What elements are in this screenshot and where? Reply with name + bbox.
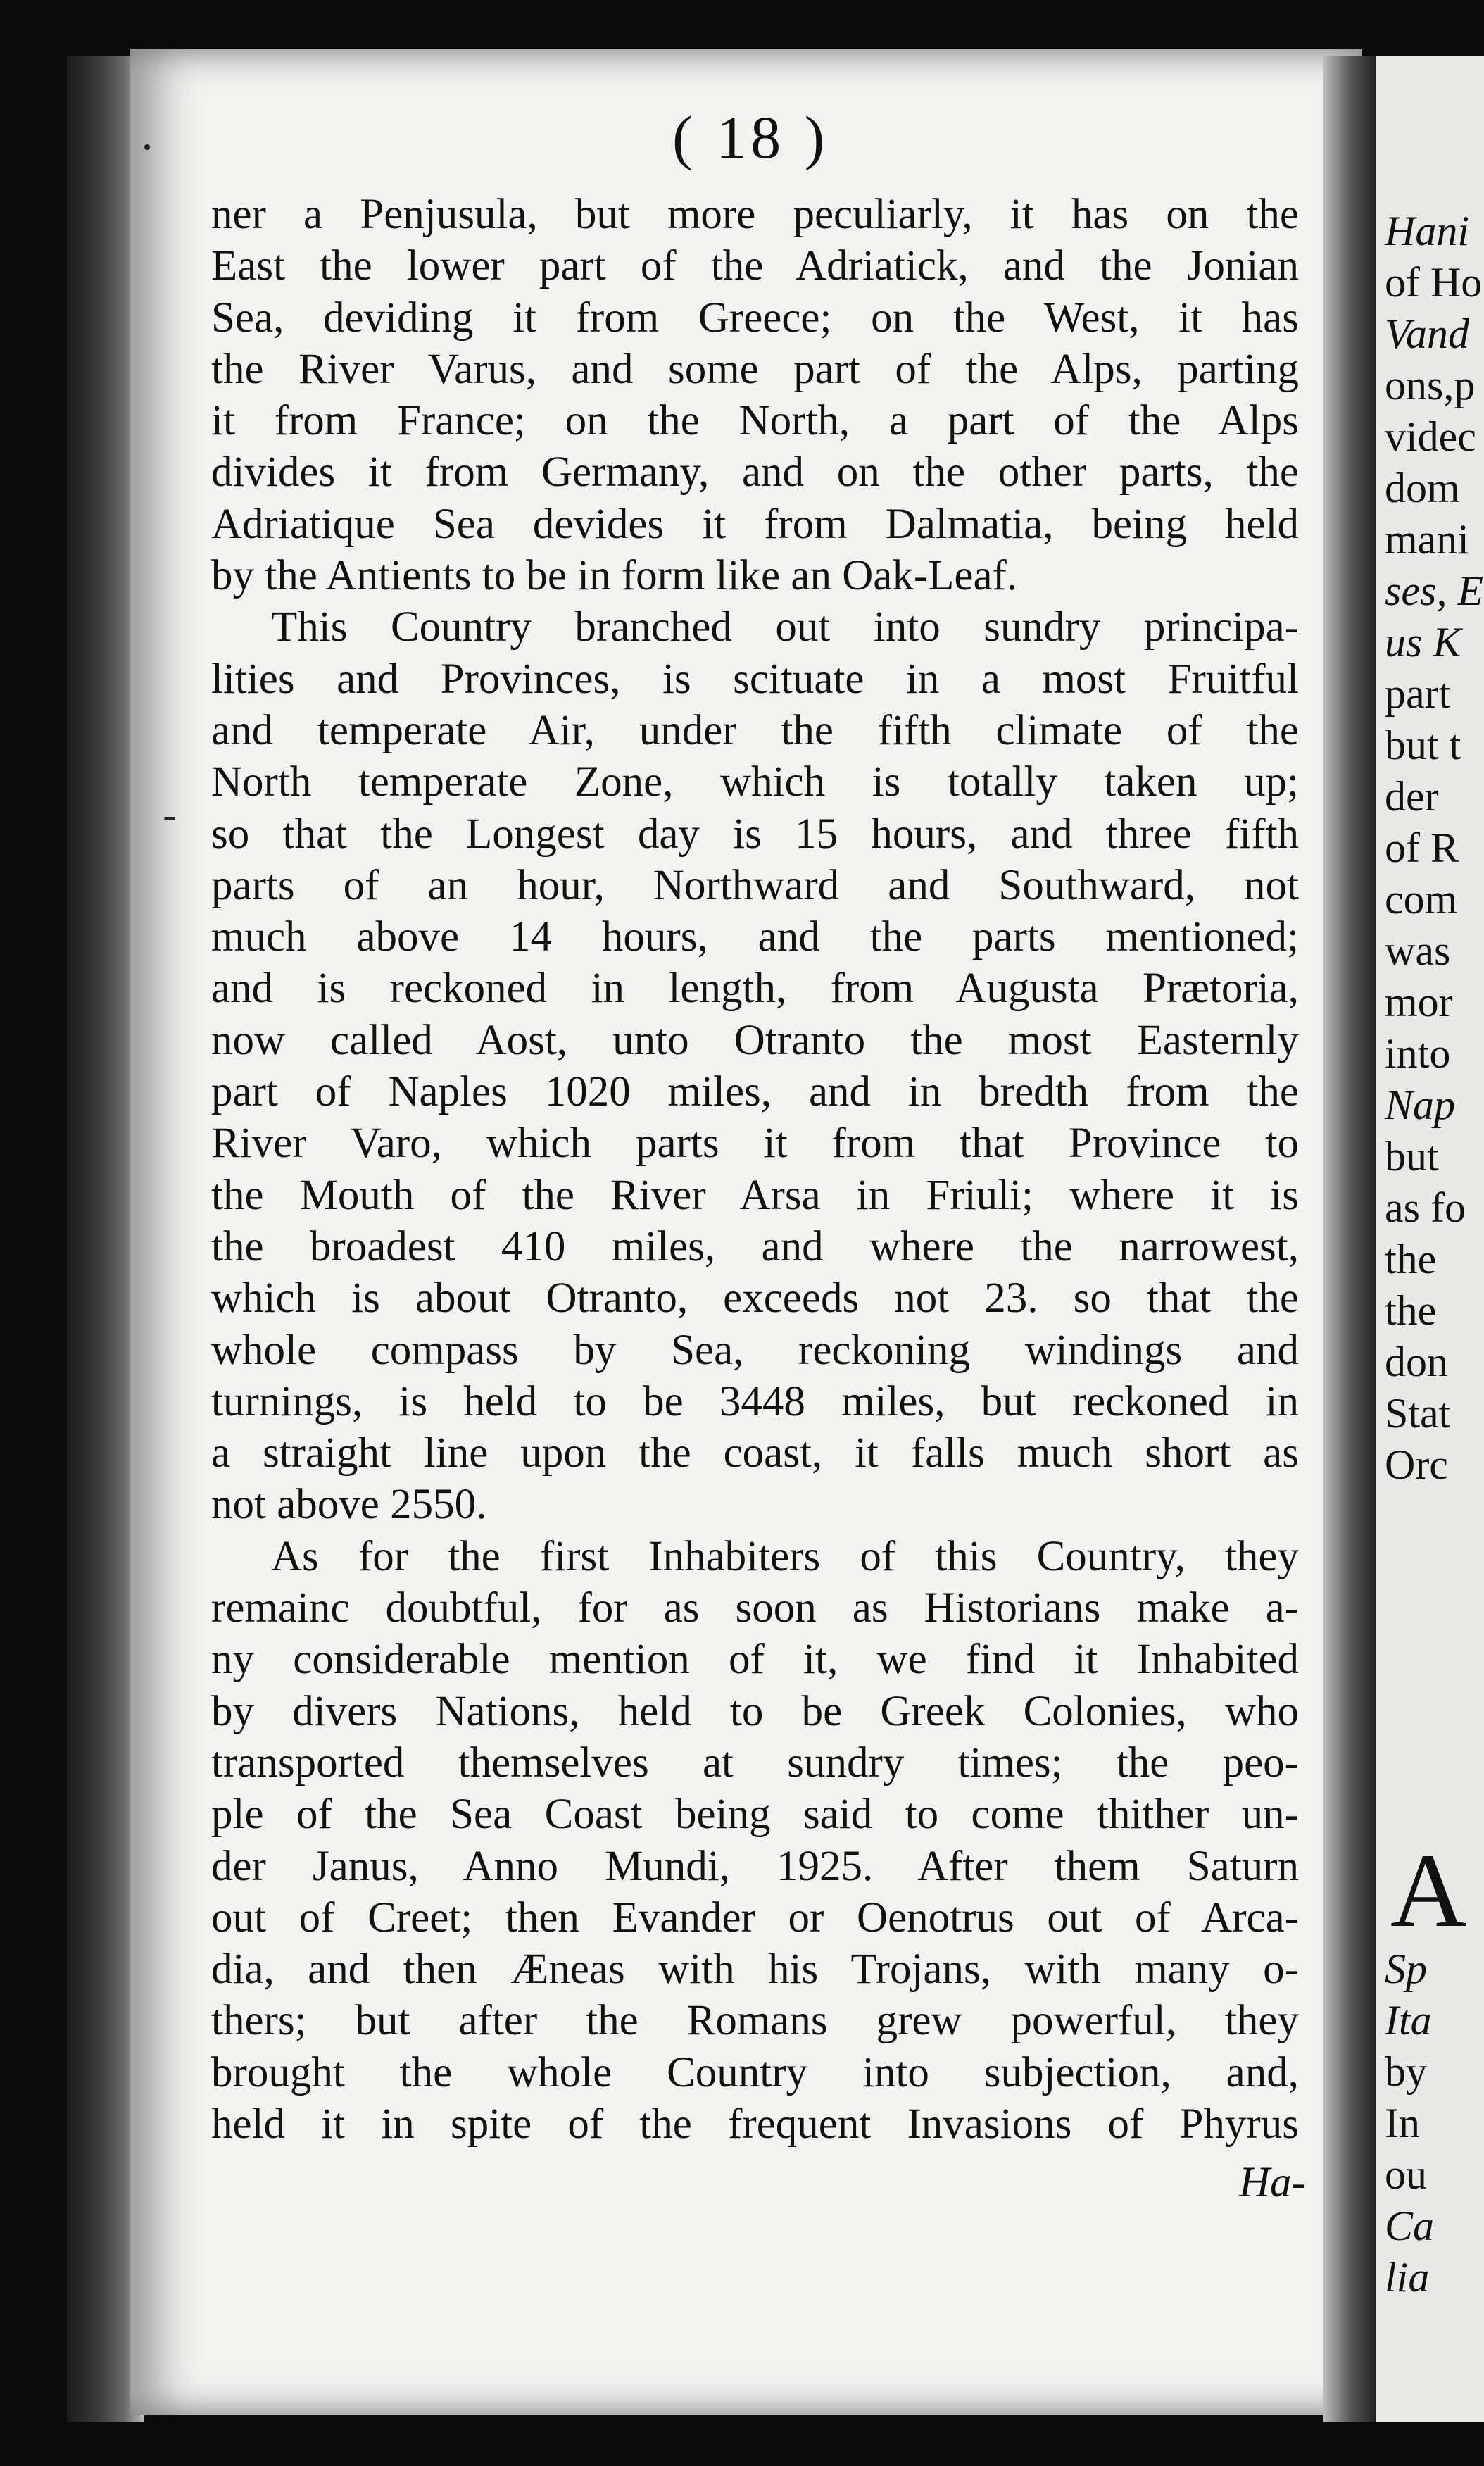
text-line: parts of an hour, Northward and Southward, not — [211, 861, 1299, 909]
facing-page-line: of Ho — [1385, 259, 1483, 306]
text-line: Sea, deviding it from Greece; on the West, it has — [211, 294, 1299, 342]
facing-page-line: dom — [1385, 465, 1460, 511]
facing-page-line: into — [1385, 1030, 1451, 1077]
facing-page-line: mor — [1385, 979, 1453, 1025]
facing-page-line: mani — [1385, 516, 1469, 563]
text-line: part of Naples 1020 miles, and in bredth from the — [211, 1068, 1299, 1116]
facing-page-line: Vand — [1385, 311, 1469, 357]
facing-page-line: the — [1385, 1236, 1437, 1282]
text-line: and temperate Air, under the fifth climate of the — [211, 706, 1299, 754]
text-line: so that the Longest day is 15 hours, and three fifth — [211, 810, 1299, 858]
text-line: remainc doubtful, for as soon as Historians make a- — [211, 1584, 1299, 1632]
text-line: This Country branched out into sundry principa- — [271, 603, 1299, 651]
facing-page-line: us K — [1385, 619, 1461, 665]
text-line: East the lower part of the Adriatick, and the Jonian — [211, 242, 1299, 290]
facing-page-line: der — [1385, 773, 1439, 820]
text-line: out of Creet; then Evander or Oenotrus out of Arca- — [211, 1894, 1299, 1941]
text-line: brought the whole Country into subjection, and, — [211, 2048, 1299, 2096]
text-line: ple of the Sea Coast being said to come thither un- — [211, 1791, 1299, 1839]
text-line: Adriatique Sea devides it from Dalmatia, being held — [211, 500, 1299, 548]
text-line: by divers Nations, held to be Greek Colonies, who — [211, 1687, 1299, 1735]
facing-page-line: as fo — [1385, 1184, 1466, 1231]
text-line: and is reckoned in length, from Augusta Prætoria, — [211, 965, 1299, 1013]
text-line: the broadest 410 miles, and where the narrowest, — [211, 1222, 1299, 1270]
text-line: the Mouth of the River Arsa in Friuli; where it is — [211, 1171, 1299, 1219]
facing-page-line: was — [1385, 927, 1451, 974]
ink-speck — [164, 817, 175, 820]
text-line: divides it from Germany, and on the other parts, the — [211, 449, 1299, 496]
page-number: ( 18 ) — [672, 104, 829, 171]
text-line: much above 14 hours, and the parts mentioned; — [211, 913, 1299, 961]
text-line: thers; but after the Romans grew powerful, they — [211, 1997, 1299, 2045]
facing-page-line: by — [1385, 2048, 1427, 2095]
text-line: not above 2550. — [211, 1481, 487, 1529]
text-line: lities and Provinces, is scituate in a most Fruitful — [211, 655, 1299, 703]
text-line: by the Antients to be in form like an Oak-Leaf. — [211, 552, 1018, 600]
text-line: North temperate Zone, which is totally taken up; — [211, 758, 1299, 806]
facing-page-line: ses, E — [1385, 568, 1483, 614]
facing-page-line: ons,p — [1385, 362, 1476, 408]
facing-page-line: the — [1385, 1287, 1437, 1334]
text-line: River Varo, which parts it from that Province to — [211, 1120, 1299, 1168]
facing-page-line: of R — [1385, 825, 1459, 871]
page-body-text — [211, 189, 1299, 2150]
facing-page-line: Nap — [1385, 1082, 1456, 1128]
text-line: ner a Penjusula, but more peculiarly, it has on the — [211, 191, 1299, 238]
facing-page-line: ou — [1385, 2151, 1427, 2198]
facing-page-upper-text — [1376, 206, 1483, 1491]
text-line: turnings, is held to be 3448 miles, but reckoned in — [211, 1377, 1299, 1425]
facing-page-line: but — [1385, 1133, 1439, 1179]
facing-page-line: part — [1385, 670, 1451, 717]
catchword: Ha- — [1239, 2159, 1306, 2206]
center-binding-shadow — [1323, 56, 1380, 2422]
facing-drop-initial: A — [1390, 1832, 1467, 1949]
facing-page-lower-text — [1376, 1832, 1467, 2303]
text-line: which is about Otranto, exceeds not 23. so that the — [211, 1275, 1299, 1322]
text-line: held it in spite of the frequent Invasions of Phyrus — [211, 2100, 1299, 2148]
facing-page-line: Ita — [1385, 1997, 1432, 2043]
facing-page-line: Sp — [1385, 1946, 1427, 1992]
text-line: transported themselves at sundry times; the peo- — [211, 1739, 1299, 1786]
facing-page-line: Ca — [1385, 2203, 1435, 2249]
text-line: dia, and then Æneas with his Trojans, with many o- — [211, 1946, 1299, 1994]
facing-page-line: but t — [1385, 722, 1461, 768]
text-line: it from France; on the North, a part of the Alps — [211, 397, 1299, 445]
facing-page-line: Stat — [1385, 1390, 1451, 1437]
facing-page-line: videc — [1385, 413, 1476, 460]
text-line: the River Varus, and some part of the Alps, parting — [211, 345, 1299, 393]
text-line: a straight line upon the coast, it falls much short as — [211, 1429, 1299, 1477]
text-line: As for the first Inhabiters of this Country, they — [271, 1532, 1299, 1580]
text-line: ny considerable mention of it, we find it Inhabited — [211, 1636, 1299, 1684]
ink-speck — [144, 144, 150, 150]
text-line: der Janus, Anno Mundi, 1925. After them Saturn — [211, 1842, 1299, 1890]
facing-page-line: com — [1385, 876, 1458, 922]
text-line: whole compass by Sea, reckoning windings and — [211, 1326, 1299, 1374]
facing-page-line: lia — [1385, 2254, 1430, 2301]
text-line: now called Aost, unto Otranto the most Easternly — [211, 1016, 1299, 1064]
facing-page-line: Hani — [1385, 208, 1469, 254]
facing-page-line: don — [1385, 1339, 1448, 1385]
facing-page-fragment — [1376, 56, 1484, 2422]
facing-page-line: In — [1385, 2100, 1420, 2146]
facing-page-line: Orc — [1385, 1441, 1448, 1488]
